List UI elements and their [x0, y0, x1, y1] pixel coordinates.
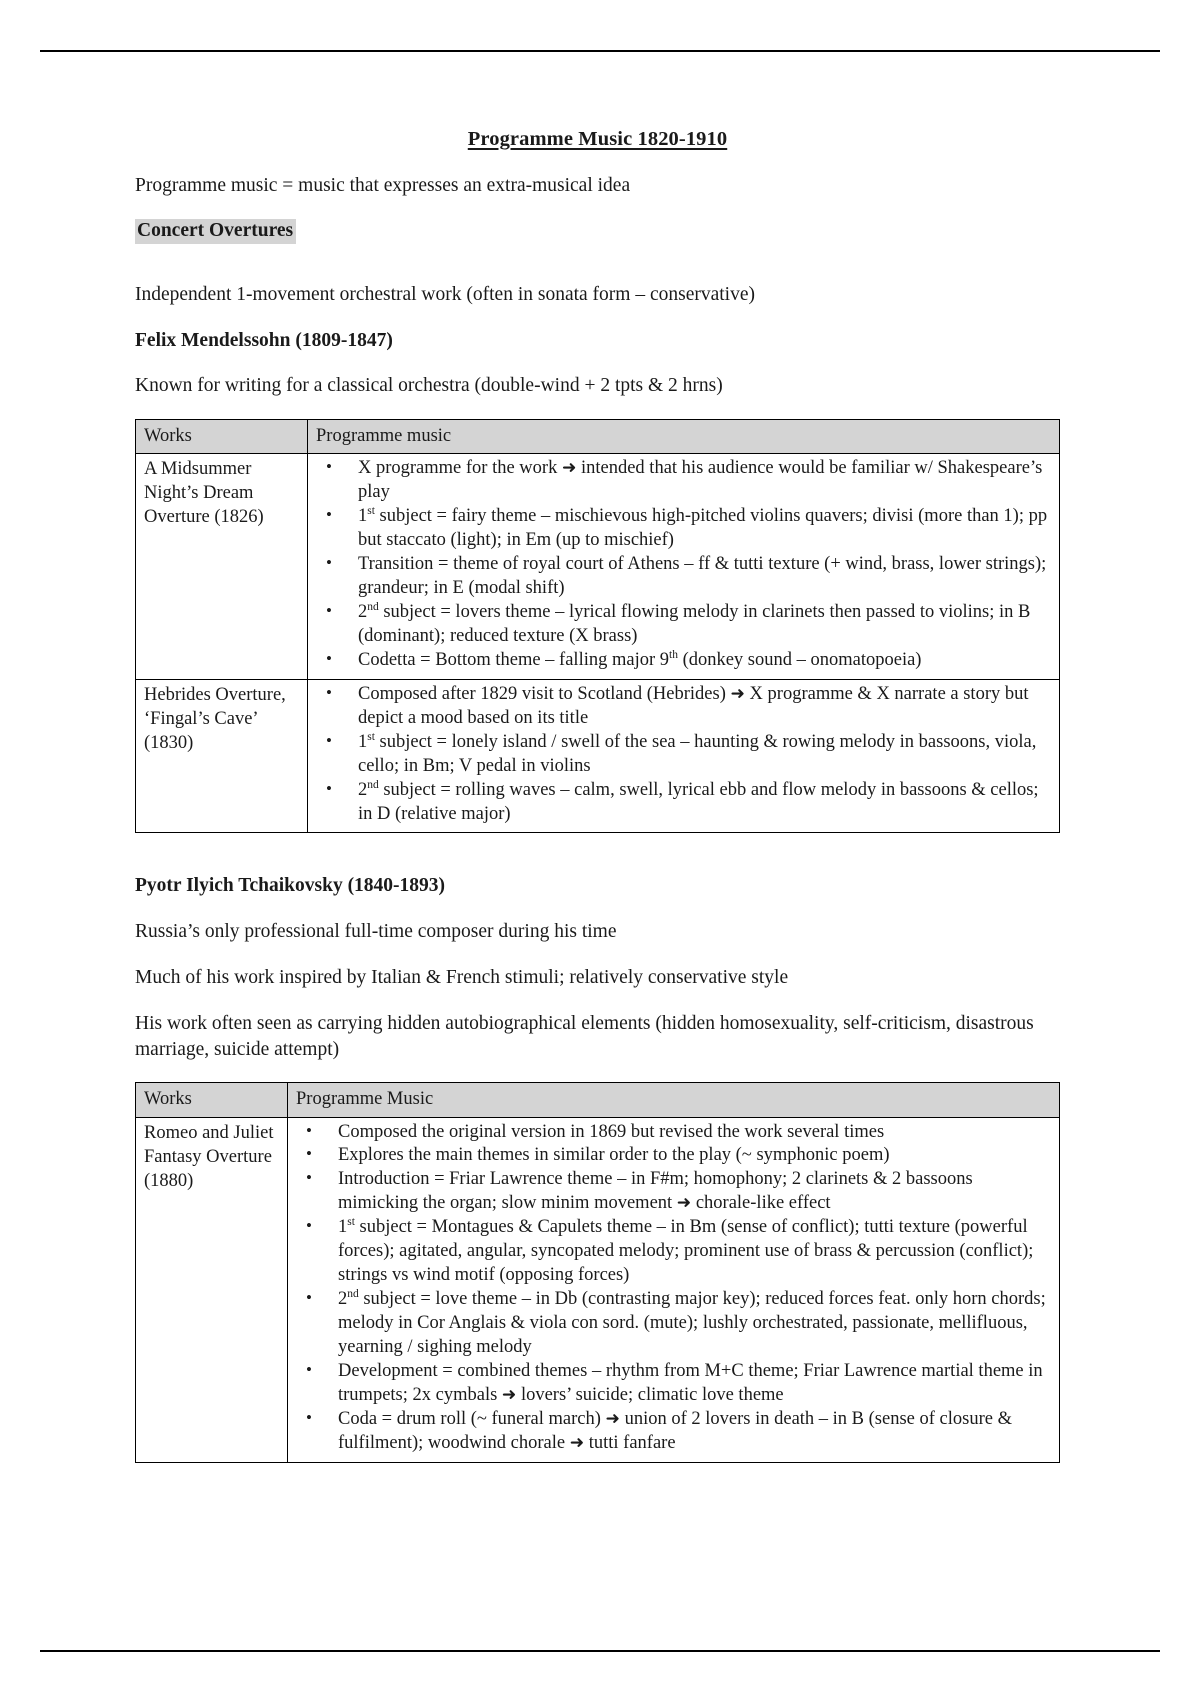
right-arrow-icon: ➜ [501, 1385, 517, 1406]
table-row [136, 454, 1060, 680]
header-rule [40, 50, 1160, 52]
list-item: • 2nd subject = lovers theme – lyrical flowing melody in clarinets then passed to violins; in B (dominant); reduced texture (X brass) [316, 601, 1051, 649]
concert-overtures-description: Independent 1-movement orchestral work (often in sonata form – conservative) [135, 283, 755, 305]
work-title-cell: A Midsummer Night’s Dream Overture (1826) [136, 454, 308, 680]
programme-music-cell [308, 679, 1060, 833]
tchaikovsky-paragraph-1: Russia’s only professional full-time composer during his time [135, 920, 617, 942]
right-arrow-icon: ➜ [569, 1432, 585, 1453]
bullet-list [296, 1121, 1051, 1456]
list-item: • Codetta = Bottom theme – falling major 9th (donkey sound – onomatopoeia) [316, 649, 1051, 673]
list-item: • Composed the original version in 1869 but revised the work several times [296, 1121, 1051, 1145]
spacer [135, 843, 1060, 873]
bullet-list [316, 683, 1051, 827]
list-item: • 1st subject = lonely island / swell of the sea – haunting & rowing melody in bassoons, viola, cello; in Bm; V pedal in violins [316, 731, 1051, 779]
work-title-cell: Romeo and Juliet Fantasy Overture (1880) [136, 1117, 288, 1462]
list-item: • X programme for the work ➜ intended that his audience would be familiar w/ Shakespeare’s play [316, 457, 1051, 505]
heading-tchaikovsky: Pyotr Ilyich Tchaikovsky (1840-1893) [135, 875, 446, 897]
page-title: Programme Music 1820-1910 [467, 128, 728, 150]
document-body [135, 128, 1060, 1473]
right-arrow-icon: ➜ [605, 1408, 620, 1429]
right-arrow-icon: ➜ [676, 1193, 692, 1214]
tchaikovsky-table [135, 1082, 1060, 1462]
list-item: • Coda = drum roll (~ funeral march) ➜ union of 2 lovers in death – in B (sense of closure & fulfilment); woodwind chorale ➜ tutti fanfare [296, 1408, 1051, 1456]
column-header-programme-music: Programme music [308, 420, 1060, 454]
list-item: • 1st subject = Montagues & Capulets theme – in Bm (sense of conflict); tutti texture (powerful forces); agitated, angular, syncopated melody; prominent use of brass & percussion (conflict); strings vs wind motif (opposing forces) [296, 1216, 1051, 1288]
right-arrow-icon: ➜ [730, 683, 745, 704]
list-item: • 2nd subject = rolling waves – calm, swell, lyrical ebb and flow melody in bassoons & cellos; in D (relative major) [316, 779, 1051, 827]
table-row [136, 1117, 1060, 1462]
list-item: • 2nd subject = love theme – in Db (contrasting major key); reduced forces feat. only horn chords; melody in Cor Anglais & viola con sord. (mute); lushly orchestrated, passionate, mellifluous, yearning / sighing melody [296, 1288, 1051, 1360]
right-arrow-icon: ➜ [561, 458, 577, 479]
tchaikovsky-paragraph-2: Much of his work inspired by Italian & French stimuli; relatively conservative style [135, 966, 789, 988]
column-header-works: Works [136, 420, 308, 454]
footer-rule [40, 1650, 1160, 1652]
programme-music-cell [288, 1117, 1060, 1462]
column-header-programme-music: Programme Music [288, 1083, 1060, 1117]
list-item: • Development = combined themes – rhythm from M+C theme; Friar Lawrence martial theme in trumpets; 2x cymbals ➜ lovers’ suicide; climatic love theme [296, 1360, 1051, 1408]
list-item: • Transition = theme of royal court of Athens – ff & tutti texture (+ wind, brass, lower strings); grandeur; in E (modal shift) [316, 553, 1051, 601]
table-row [136, 679, 1060, 833]
bullet-list [316, 457, 1051, 673]
list-item: • Explores the main themes in similar order to the play (~ symphonic poem) [296, 1144, 1051, 1168]
section-heading-concert-overtures: Concert Overtures [135, 219, 296, 244]
list-item: • Composed after 1829 visit to Scotland (Hebrides) ➜ X programme & X narrate a story but depict a mood based on its title [316, 683, 1051, 731]
column-header-works: Works [136, 1083, 288, 1117]
mendelssohn-intro: Known for writing for a classical orchestra (double-wind + 2 tpts & 2 hrns) [135, 375, 723, 397]
table-header-row [136, 420, 1060, 454]
programme-music-definition: Programme music = music that expresses an extra-musical idea [135, 175, 631, 196]
concert-overtures-heading-wrap [135, 219, 1060, 263]
work-title-cell: Hebrides Overture, ‘Fingal’s Cave’ (1830) [136, 679, 308, 833]
heading-mendelssohn: Felix Mendelssohn (1809-1847) [135, 329, 393, 351]
programme-music-cell [308, 454, 1060, 680]
list-item: • 1st subject = fairy theme – mischievous high-pitched violins quavers; divisi (more than 1); pp but staccato (light); in Em (up to mischief) [316, 505, 1051, 553]
list-item: • Introduction = Friar Lawrence theme – in F#m; homophony; 2 clarinets & 2 bassoons mimicking the organ; slow minim movement ➜ chorale-like effect [296, 1168, 1051, 1216]
table-header-row [136, 1083, 1060, 1117]
tchaikovsky-paragraph-3: His work often seen as carrying hidden autobiographical elements (hidden homosexuality, self-criticism, disastrous marriage, suicide attempt) [135, 1012, 1034, 1060]
mendelssohn-table [135, 419, 1060, 833]
